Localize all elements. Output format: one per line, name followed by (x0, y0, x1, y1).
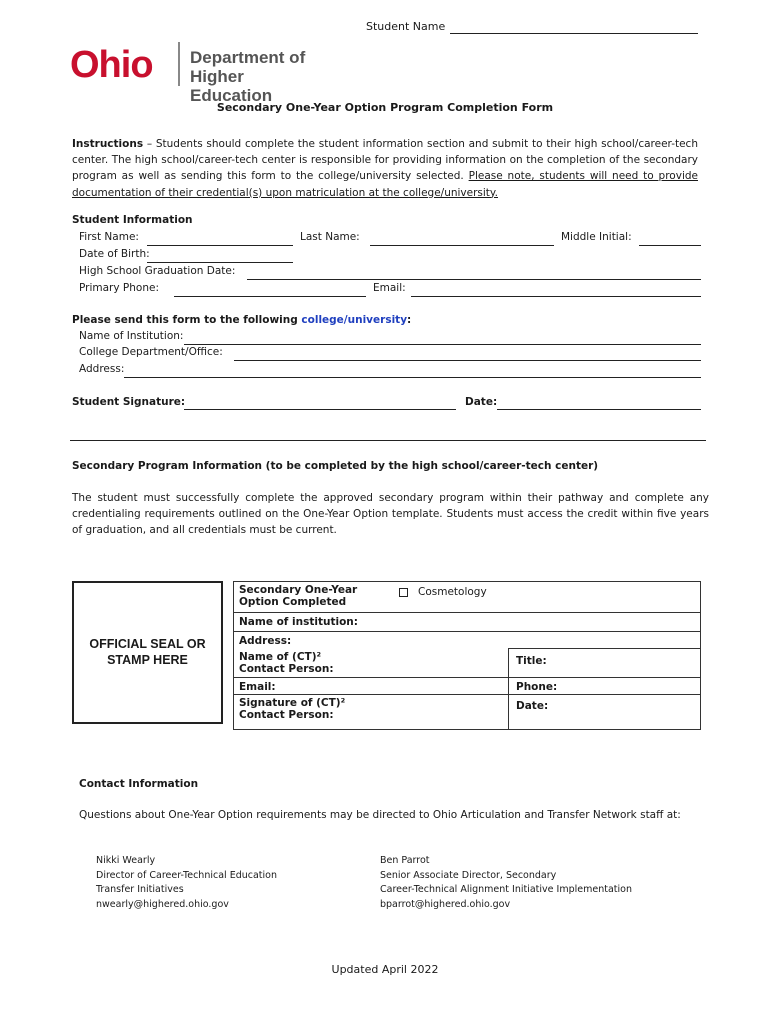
section-divider (70, 440, 706, 441)
cosmetology-label: Cosmetology (418, 586, 487, 598)
send-to-heading: Please send this form to the following college/university: (72, 314, 412, 326)
middle-initial-label: Middle Initial: (561, 231, 632, 243)
logo-dept-line2: Higher Education (190, 67, 273, 105)
last-name-label: Last Name: (300, 231, 360, 243)
contact-left (96, 854, 277, 912)
table-email-label: Email: (239, 681, 276, 693)
student-name-label: Student Name (366, 20, 446, 33)
student-info-heading: Student Information (72, 214, 193, 226)
contact-left-email[interactable]: nwearly@highered.ohio.gov (96, 898, 229, 910)
email-field[interactable] (411, 296, 701, 297)
middle-initial-field[interactable] (639, 245, 701, 246)
ct-signature-label: Signature of (CT)² Contact Person: (239, 697, 346, 721)
program-info-heading: Secondary Program Information (to be completed by the high school/career-tech center) (72, 460, 599, 472)
phone-field[interactable] (174, 296, 366, 297)
institution-field[interactable] (184, 344, 701, 345)
signature-date-label: Date: (465, 396, 498, 408)
first-name-label: First Name: (79, 231, 139, 243)
contact-left-title: Director of Career-Technical Education (96, 869, 277, 881)
seal-text (74, 636, 221, 668)
contact-right-unit: Career-Technical Alignment Initiative Implementation (380, 884, 632, 895)
institution-label: Name of Institution: (79, 330, 184, 342)
email-label: Email: (373, 282, 406, 294)
instructions-paragraph (72, 136, 698, 201)
seal-line1: OFFICIAL SEAL OR (89, 637, 206, 651)
student-signature-label: Student Signature: (72, 396, 186, 408)
footer-updated: Updated April 2022 (331, 963, 439, 976)
dob-field[interactable] (147, 262, 293, 263)
cosmetology-checkbox[interactable] (399, 588, 408, 597)
title-label: Title: (516, 655, 547, 667)
logo-word: Ohio (70, 44, 153, 86)
dob-label: Date of Birth: (79, 248, 150, 260)
college-university-link: college/university (301, 314, 408, 326)
seal-line2: STAMP HERE (107, 653, 188, 667)
address-field[interactable] (124, 377, 701, 378)
student-name-field[interactable] (450, 33, 698, 34)
contact-left-name: Nikki Wearly (96, 855, 156, 866)
institution-name-label: Name of institution: (239, 616, 358, 628)
department-field[interactable] (234, 360, 701, 361)
logo-divider (178, 42, 180, 86)
program-table (233, 581, 701, 730)
contact-right-email[interactable]: bparrot@highered.ohio.gov (380, 898, 511, 910)
contact-heading: Contact Information (79, 778, 199, 790)
contact-right-title: Senior Associate Director, Secondary (380, 869, 557, 881)
address-label: Address: (79, 363, 125, 375)
signature-date-field[interactable] (497, 409, 701, 410)
grad-date-label: High School Graduation Date: (79, 265, 236, 277)
student-signature-field[interactable] (184, 409, 456, 410)
instructions-note: Please note, students will need to provide documentation of their credential(s) upon matriculation at the college/university. (72, 170, 698, 199)
instructions-label: Instructions (72, 138, 144, 150)
seal-box (72, 581, 223, 724)
ohio-dhe-logo (70, 40, 330, 105)
table-date-label: Date: (516, 700, 549, 712)
contact-right (380, 854, 632, 912)
contact-right-name: Ben Parrot (380, 855, 430, 866)
instructions-text: – Students should complete the student information section and submit to their high school/career-tech center. The high school/career-tech center is responsible for providing information on the completion of the secondary program as well as sending this form to the college/university selected. (72, 138, 698, 183)
option-completed-label: Secondary One-Year Option Completed (239, 584, 358, 608)
contact-name-label: Name of (CT)² Contact Person: (239, 651, 334, 675)
phone-label: Primary Phone: (79, 282, 159, 294)
last-name-field[interactable] (370, 245, 554, 246)
form-title: Secondary One-Year Option Program Completion Form (216, 101, 554, 114)
table-address-label: Address: (239, 635, 292, 647)
first-name-field[interactable] (147, 245, 293, 246)
program-info-paragraph: The student must successfully complete the approved secondary program within their pathway and complete any credentialing requirements outlined on the One-Year Option template. Students must access the credit within five years of graduation, and all credentials must be current. (72, 492, 709, 537)
department-label: College Department/Office: (79, 346, 223, 358)
contact-intro: Questions about One-Year Option requirements may be directed to Ohio Articulation and Transfer Network staff at: (79, 809, 681, 821)
grad-date-field[interactable] (247, 279, 701, 280)
table-phone-label: Phone: (516, 681, 558, 693)
logo-dept-line1: Department of (190, 48, 306, 67)
contact-left-unit: Transfer Initiatives (96, 884, 184, 895)
